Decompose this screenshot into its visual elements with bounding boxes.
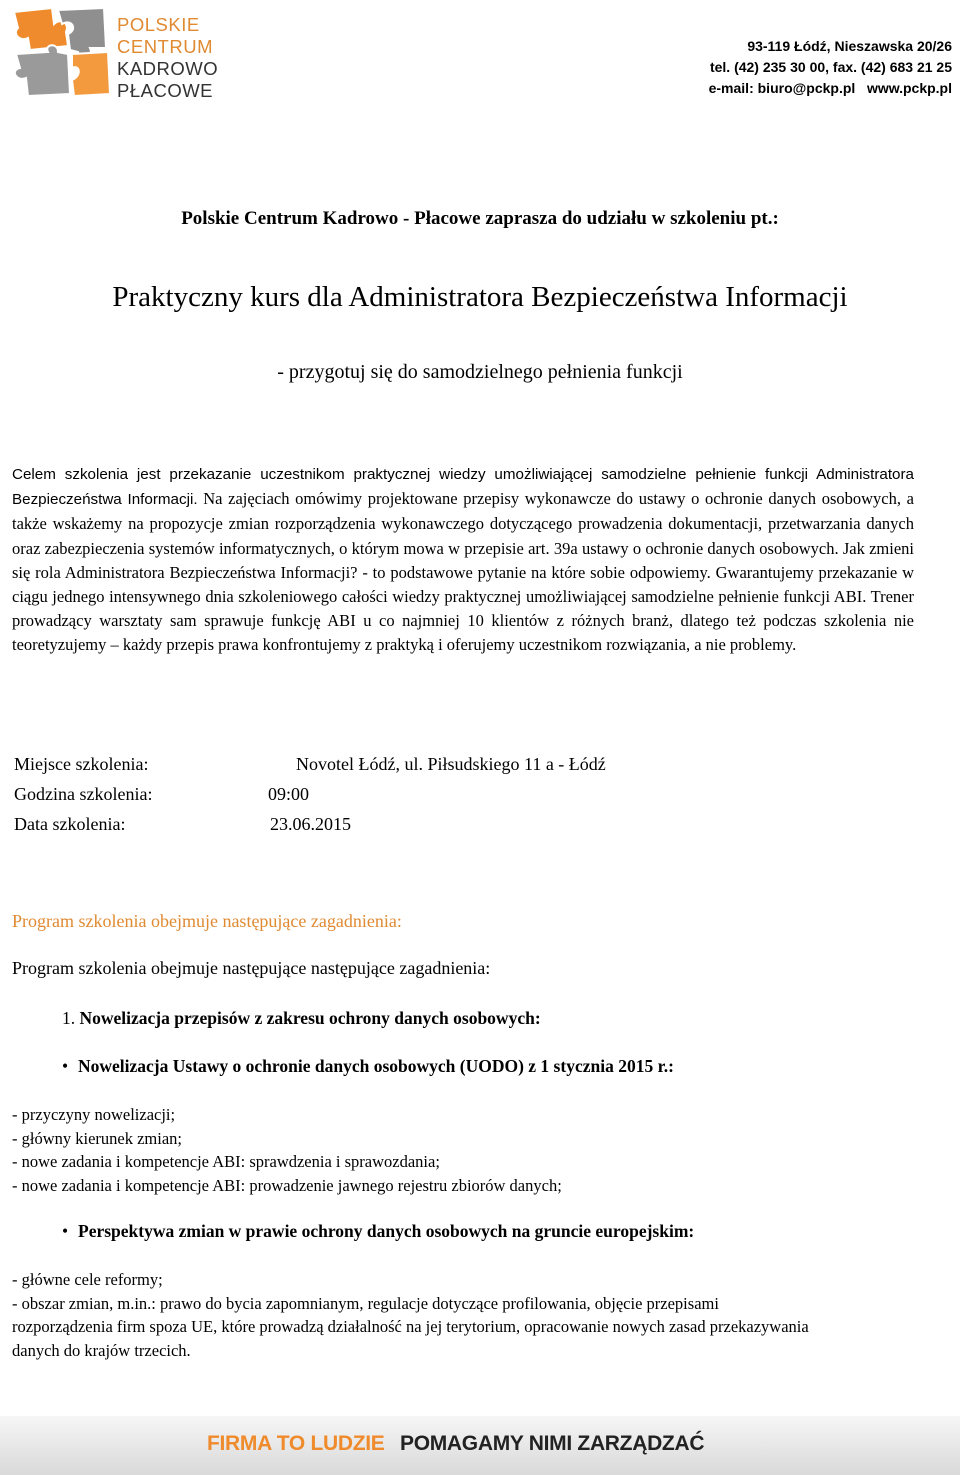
list-uodo [12, 1103, 562, 1197]
list-item: - główne cele reformy; [12, 1270, 163, 1289]
header-phone: tel. (42) 235 30 00, fax. (42) 683 21 25 [709, 59, 952, 75]
logo-line-kadrowo: KADROWO [117, 58, 219, 79]
footer-slogan-left: FIRMA TO LUDZIE [207, 1432, 385, 1455]
description-part1: Celem szkolenia jest przekazanie uczestnikom praktycznej wiedzy umożliwiającej samodzielne pełnienie funkcji Administratora Bezpieczeństwa Informacji. [12, 466, 914, 509]
list-europe [12, 1268, 912, 1362]
list-item: - nowe zadania i kompetencje ABI: prowadzenie jawnego rejestru zbiorów danych; [12, 1175, 562, 1195]
puzzle-logo-icon [8, 4, 116, 100]
header-address: 93-119 Łódź, Nieszawska 20/26 [747, 38, 952, 54]
footer-slogan-right: POMAGAMY NIMI ZARZĄDZAĆ [400, 1432, 705, 1455]
program-heading-orange: Program szkolenia obejmuje następujące zagadnienia: [12, 911, 402, 931]
course-title: Praktyczny kurs dla Administratora Bezpieczeństwa Informacji [112, 281, 848, 313]
time-label: Godzina szkolenia: [14, 784, 153, 804]
intro-title: Polskie Centrum Kadrowo - Płacowe zaprasza do udziału w szkoleniu pt.: [181, 208, 779, 229]
time-value: 09:00 [268, 784, 310, 804]
place-label: Miejsce szkolenia: [14, 754, 149, 774]
logo-line-placowe: PŁACOWE [117, 80, 214, 101]
list-item: - nowe zadania i kompetencje ABI: sprawdzenia i sprawozdania; [12, 1152, 440, 1172]
list-item: - główny kierunek zmian; [12, 1128, 182, 1148]
header-email: e-mail: biuro@pckp.pl www.pckp.pl [708, 80, 952, 96]
bullet-item-uodo [62, 1056, 674, 1077]
logo-line-polskie: POLSKIE [117, 14, 200, 35]
list-item: - obszar zmian, m.in.: prawo do bycia zapomnianym, regulacje dotyczące profilowania, objęcie przepisami [12, 1293, 719, 1313]
list-item: danych do krajów trzecich. [12, 1340, 191, 1360]
bullet-item-uodo-text: Nowelizacja Ustawy o ochronie danych osobowych (UODO) z 1 stycznia 2015 r.: [78, 1056, 674, 1076]
course-description [12, 462, 914, 658]
program-item-1-text: Nowelizacja przepisów z zakresu ochrony danych osobowych: [79, 1008, 541, 1028]
date-label: Data szkolenia: [14, 814, 126, 834]
description-part2: Na zajęciach omówimy projektowane przepisy wykonawcze do ustawy o ochronie danych osobowych, a także wskażemy na propozycje zmian rozporządzenia wykonawczego dotyczącego prowadzenia dokumentacji, przetwarzania danych oraz zabezpieczenia systemów informatycznych, o którym mowa w przepisie art. 39a ustawy o ochronie danych osobowych. Jak zmieni się rola Administratora Bezpieczeństwa Informacji? - to podstawowe pytanie na które sobie odpowiemy. Gwarantujemy przekazanie w ciągu jednego intensywnego dnia szkoleniowego całości wiedzy praktycznej umożliwiającej samodzielne pełnienie funkcji ABI. Trener prowadzący warsztaty sam sprawuje funkcję ABI u co najmniej 10 klientów z różnych branż, dlatego też podczas szkolenia nie teoretyzujemy – każdy przepis prawa konfrontujemy z praktyką i oferujemy uczestnikom rozwiązania, a nie problemy. [12, 489, 914, 655]
bullet-icon: • [62, 1221, 69, 1241]
place-value: Novotel Łódź, ul. Piłsudskiego 11 a - Łódź [296, 754, 606, 774]
program-item-1 [62, 1008, 541, 1029]
bullet-item-europe-text: Perspektywa zmian w prawie ochrony danych osobowych na gruncie europejskim: [78, 1221, 695, 1241]
course-subtitle: - przygotuj się do samodzielnego pełnienia funkcji [277, 361, 683, 383]
bullet-icon: • [62, 1056, 69, 1076]
bullet-item-europe [62, 1221, 695, 1242]
list-item: rozporządzenia firm spoza UE, które prowadzą działalność na jej terytorium, opracowanie nowych zasad przekazywania [12, 1317, 809, 1337]
program-heading: Program szkolenia obejmuje następujące następujące zagadnienia: [12, 958, 491, 978]
list-item: - przyczyny nowelizacji; [12, 1105, 176, 1124]
program-item-1-number: 1. [62, 1008, 76, 1028]
logo-line-centrum: CENTRUM [117, 36, 213, 57]
date-value: 23.06.2015 [270, 814, 351, 834]
